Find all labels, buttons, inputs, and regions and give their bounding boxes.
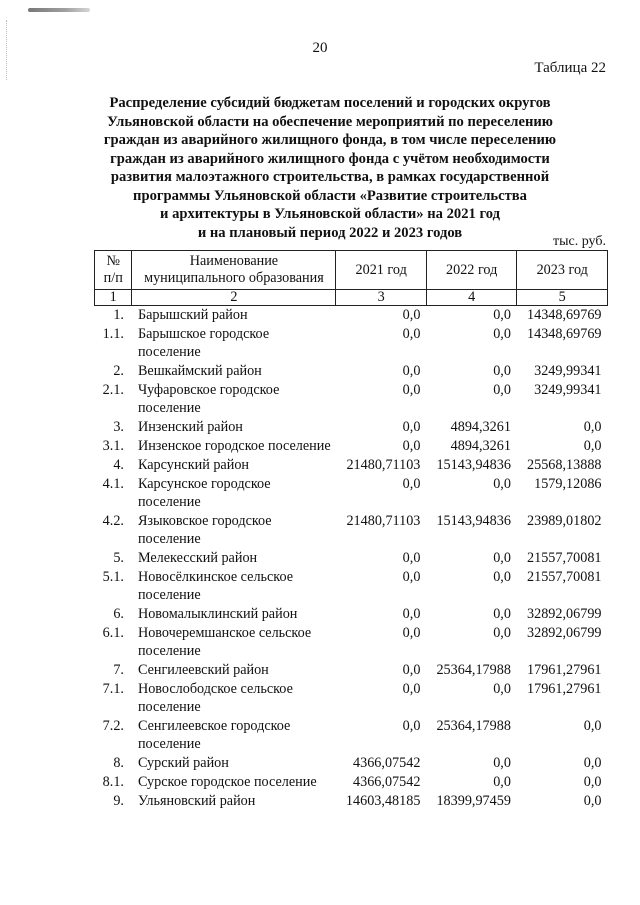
municipality-name: Сурское городское поселение xyxy=(137,774,317,790)
value-2023: 0,0 xyxy=(583,718,602,734)
title-line: Ульяновской области на обеспечение мероприятий по переселению xyxy=(107,113,553,130)
value-2023: 0,0 xyxy=(583,438,602,454)
value-2021: 0,0 xyxy=(402,718,421,734)
municipality-name: Языковское городское поселение xyxy=(137,513,272,547)
municipality-name: Чуфаровское городское поселение xyxy=(137,382,280,416)
table-row xyxy=(95,717,608,754)
table-row xyxy=(95,418,608,437)
column-number: 1 xyxy=(95,290,132,306)
title-line: Распределение субсидий бюджетам поселений и городских округов xyxy=(109,95,551,111)
municipality-name: Карсунский район xyxy=(137,457,250,473)
header-no-line2: п/п xyxy=(103,270,123,286)
municipality-name: Новомалыклинский район xyxy=(137,606,298,622)
value-2021: 0,0 xyxy=(402,681,421,697)
column-number: 3 xyxy=(336,290,427,306)
row-number: 7. xyxy=(113,662,124,678)
municipality-name: Инзенский район xyxy=(137,419,243,435)
value-2023: 32892,06799 xyxy=(527,606,602,622)
row-number: 6. xyxy=(113,606,124,622)
value-2023: 17961,27961 xyxy=(527,681,602,697)
table-header-row xyxy=(95,251,608,290)
municipality-name: Ульяновский район xyxy=(137,793,256,809)
municipality-name: Сенгилеевский район xyxy=(137,662,269,678)
value-2023: 21557,70081 xyxy=(527,550,602,566)
table-row xyxy=(95,754,608,773)
value-2023: 14348,69769 xyxy=(527,326,602,342)
value-2022: 0,0 xyxy=(493,774,511,790)
column-number-row xyxy=(95,290,608,306)
row-number: 3. xyxy=(113,419,124,435)
title-line: и на плановый период 2022 и 2023 годов xyxy=(197,224,463,241)
value-2021: 0,0 xyxy=(402,326,421,342)
value-2021: 0,0 xyxy=(402,419,421,435)
value-2023: 3249,99341 xyxy=(534,382,602,398)
value-2022: 0,0 xyxy=(493,382,511,398)
table-row xyxy=(95,456,608,475)
value-2023: 25568,13888 xyxy=(527,457,602,473)
value-2023: 1579,12086 xyxy=(534,476,602,492)
column-number: 4 xyxy=(426,290,517,306)
value-2023: 14348,69769 xyxy=(527,307,602,323)
row-number: 5. xyxy=(113,550,124,566)
title-line: и архитектуры в Ульяновской области» на 2021 год xyxy=(160,206,500,222)
document-title xyxy=(90,94,570,242)
row-number: 3.1. xyxy=(102,438,124,454)
column-number: 5 xyxy=(517,290,608,306)
value-2021: 0,0 xyxy=(402,363,421,379)
row-number: 8.1. xyxy=(102,774,124,790)
value-2023: 0,0 xyxy=(583,793,602,809)
value-2021: 0,0 xyxy=(402,307,421,323)
value-2022: 4894,3261 xyxy=(450,438,511,454)
municipality-name: Сурский район xyxy=(137,755,229,771)
value-2022: 0,0 xyxy=(493,476,511,492)
value-2021: 21480,71103 xyxy=(346,513,421,529)
value-2021: 0,0 xyxy=(402,662,421,678)
table-row xyxy=(95,325,608,362)
table-row xyxy=(95,306,608,326)
value-2023: 32892,06799 xyxy=(527,625,602,641)
value-2022: 0,0 xyxy=(493,625,511,641)
municipality-name: Вешкаймский район xyxy=(137,363,262,379)
value-2021: 0,0 xyxy=(402,625,421,641)
value-2021: 0,0 xyxy=(402,606,421,622)
units-label: тыс. руб. xyxy=(553,234,606,249)
value-2023: 17961,27961 xyxy=(527,662,602,678)
table-row xyxy=(95,568,608,605)
table-row xyxy=(95,512,608,549)
title-line: граждан из аварийного жилищного фонда, в том числе переселению xyxy=(103,132,557,148)
municipality-name: Карсунское городское поселение xyxy=(137,476,271,510)
municipality-name: Сенгилеевское городское поселение xyxy=(137,718,291,752)
value-2022: 0,0 xyxy=(493,326,511,342)
value-2023: 3249,99341 xyxy=(534,363,602,379)
value-2022: 25364,17988 xyxy=(436,718,511,734)
value-2022: 0,0 xyxy=(493,550,511,566)
header-name-line1: Наименование xyxy=(189,253,279,269)
value-2022: 0,0 xyxy=(493,363,511,379)
value-2021: 4366,07542 xyxy=(353,774,421,790)
row-number: 4.1. xyxy=(102,476,124,492)
column-number: 2 xyxy=(132,290,336,306)
value-2021: 0,0 xyxy=(402,382,421,398)
value-2022: 15143,94836 xyxy=(436,457,511,473)
value-2021: 0,0 xyxy=(402,569,421,585)
header-2023: 2023 год xyxy=(517,251,608,290)
header-name xyxy=(132,251,336,290)
row-number: 4. xyxy=(113,457,124,473)
value-2022: 15143,94836 xyxy=(436,513,511,529)
value-2023: 23989,01802 xyxy=(527,513,602,529)
table-body xyxy=(95,306,608,812)
table-row xyxy=(95,661,608,680)
title-line: граждан из аварийного жилищного фонда с учётом необходимости xyxy=(110,150,550,167)
row-number: 5.1. xyxy=(102,569,124,585)
row-number: 2.1. xyxy=(102,382,124,398)
table-row xyxy=(95,381,608,418)
municipality-name: Инзенское городское поселение xyxy=(137,438,331,454)
title-line: развития малоэтажного строительства, в рамках государственной xyxy=(110,169,550,185)
table-row xyxy=(95,605,608,624)
value-2023: 0,0 xyxy=(583,774,602,790)
row-number: 7.2. xyxy=(102,718,124,734)
value-2021: 14603,48185 xyxy=(345,793,421,809)
row-number: 1.1. xyxy=(102,326,124,342)
municipality-name: Барышское городское поселение xyxy=(137,326,270,360)
value-2022: 25364,17988 xyxy=(436,662,511,678)
value-2022: 0,0 xyxy=(493,681,511,697)
row-number: 8. xyxy=(113,755,124,771)
value-2021: 21480,71103 xyxy=(346,457,421,473)
row-number: 1. xyxy=(113,307,124,323)
value-2022: 0,0 xyxy=(493,307,511,323)
row-number: 6.1. xyxy=(102,625,124,641)
table-row xyxy=(95,437,608,456)
row-number: 2. xyxy=(113,363,124,379)
row-number: 9. xyxy=(113,793,124,809)
title-line: программы Ульяновской области «Развитие строительства xyxy=(133,187,527,204)
value-2022: 0,0 xyxy=(493,755,511,771)
table-row xyxy=(95,549,608,568)
municipality-name: Новослободское сельское поселение xyxy=(137,681,293,715)
row-number: 4.2. xyxy=(102,513,124,529)
value-2022: 0,0 xyxy=(493,569,511,585)
header-name-line2: муниципального образования xyxy=(144,270,324,286)
value-2023: 21557,70081 xyxy=(527,569,602,585)
row-number: 7.1. xyxy=(102,681,124,697)
table-row xyxy=(95,680,608,717)
municipality-name: Мелекесский район xyxy=(137,550,258,566)
municipality-name: Новосёлкинское сельское поселение xyxy=(137,569,294,603)
header-no xyxy=(95,251,132,290)
table-row xyxy=(95,773,608,792)
table-row xyxy=(95,475,608,512)
value-2021: 4366,07542 xyxy=(353,755,421,771)
header-2022: 2022 год xyxy=(426,251,517,290)
value-2022: 18399,97459 xyxy=(436,793,511,809)
table-row xyxy=(95,362,608,381)
page-number: 20 xyxy=(312,40,328,56)
table-label: Таблица 22 xyxy=(534,60,606,76)
header-2021: 2021 год xyxy=(336,251,427,290)
value-2023: 0,0 xyxy=(583,419,602,435)
value-2022: 4894,3261 xyxy=(450,419,511,435)
scan-artifact xyxy=(28,8,90,12)
municipality-name: Барышский район xyxy=(137,307,248,323)
value-2021: 0,0 xyxy=(402,476,421,492)
value-2023: 0,0 xyxy=(583,755,602,771)
value-2022: 0,0 xyxy=(493,606,511,622)
municipality-name: Новочеремшанское сельское поселение xyxy=(137,625,312,659)
table-row xyxy=(95,624,608,661)
value-2021: 0,0 xyxy=(402,438,421,454)
table-row xyxy=(95,792,608,811)
header-no-line1: № xyxy=(106,253,120,269)
subsidy-table xyxy=(94,250,608,811)
value-2021: 0,0 xyxy=(402,550,421,566)
